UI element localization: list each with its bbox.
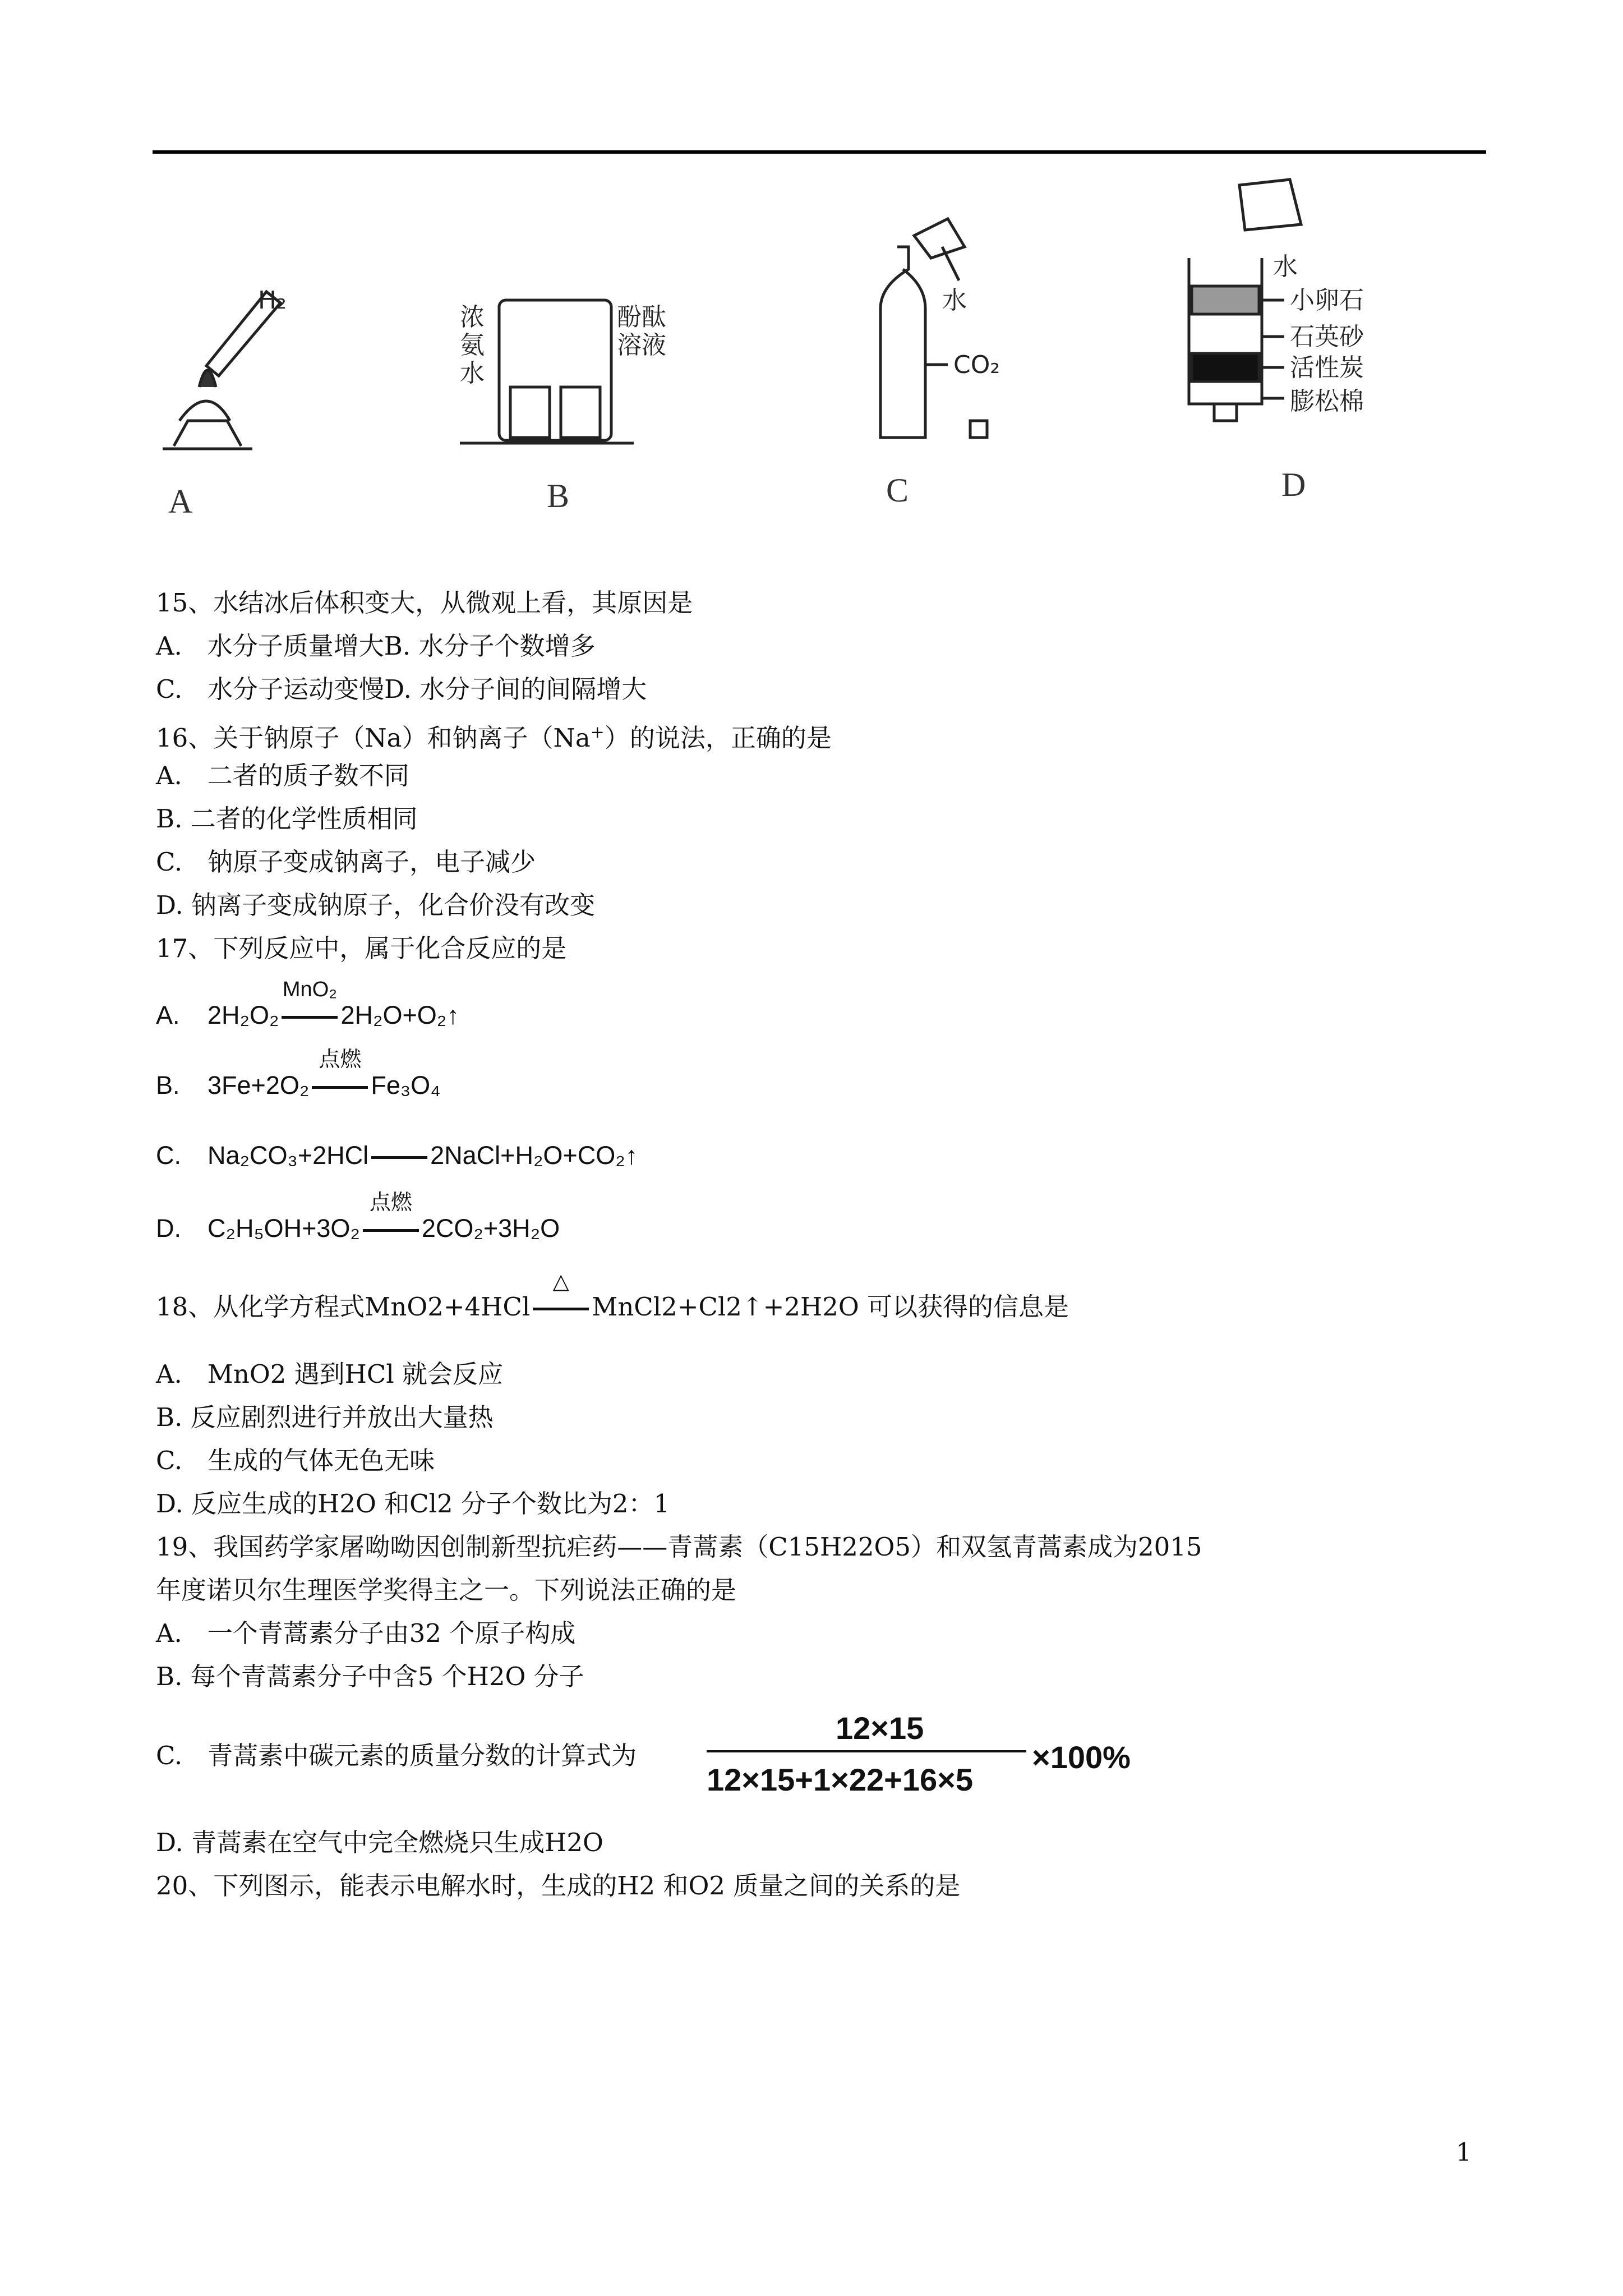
q16-stem-part2: ）的说法，正确的是	[604, 723, 832, 753]
q17-option-d	[156, 1191, 560, 1245]
q16-option-d: D. 钠离子变成钠原子，化合价没有改变	[156, 890, 596, 920]
q17-d-condition: 点燃	[369, 1191, 412, 1214]
ammonia-label-3: 水	[460, 359, 485, 388]
q17-c-reactants: Na₂CO₃+2HCl	[208, 1141, 369, 1170]
figure-b-molecule-motion	[449, 292, 666, 462]
q18-stem-part1: 18、从化学方程式MnO2+4HCl	[156, 1292, 531, 1322]
test-tube-flame-drawing	[146, 269, 325, 471]
q15-stem: 15、水结冰后体积变大，从微观上看，其原因是	[156, 588, 693, 618]
plastic-bottle-drawing	[864, 213, 1043, 449]
pebble-layer-label: 小卵石	[1290, 286, 1364, 315]
q17-c-products: 2NaCl+H₂O+CO₂↑	[430, 1141, 638, 1170]
h2-label: H₂	[258, 286, 287, 315]
q17-option-c	[156, 1139, 638, 1172]
q16-stem	[156, 716, 832, 755]
q17-b-arrow	[309, 1048, 371, 1102]
q16-option-b: B. 二者的化学性质相同	[156, 804, 418, 834]
q18-option-a: A. MnO2 遇到HCl 就会反应	[156, 1359, 504, 1389]
q18-option-c: C. 生成的气体无色无味	[156, 1446, 435, 1475]
q17-option-a	[156, 978, 459, 1032]
q16-stem-part1: 16、关于钠原子（Na）和钠离子（Na	[156, 723, 591, 753]
q17-b-products: Fe₃O₄	[371, 1071, 441, 1099]
q16-stem-charge: +	[590, 723, 605, 742]
co2-label: CO₂	[953, 351, 1000, 379]
figure-a-hydrogen-test	[146, 269, 325, 473]
q17-a-reactants: 2H₂O₂	[208, 1001, 279, 1029]
ammonia-label-2: 氨	[460, 331, 485, 360]
figure-d-water-filter	[1178, 174, 1436, 445]
q19-option-d: D. 青蒿素在空气中完全燃烧只生成H2O	[156, 1828, 603, 1857]
page-number: 1	[1456, 2138, 1472, 2167]
cotton-layer-label: 膨松棉	[1290, 387, 1364, 416]
q17-a-products: 2H₂O+O₂↑	[340, 1001, 459, 1029]
q17-d-products: 2CO₂+3H₂O	[421, 1214, 560, 1243]
q15-options-ab: A. 水分子质量增大B. 水分子个数增多	[156, 631, 596, 661]
q17-d-letter: D.	[156, 1214, 181, 1243]
water-label-c: 水	[942, 286, 967, 315]
figure-c-co2-bottle	[864, 213, 1043, 451]
formula-fraction-bar	[707, 1750, 1026, 1752]
activated-carbon-layer-label: 活性炭	[1290, 353, 1364, 382]
q18-stem	[156, 1269, 1069, 1324]
figure-b-caption: B	[547, 477, 570, 514]
q17-b-reactants: 3Fe+2O₂	[208, 1071, 310, 1099]
q17-stem: 17、下列反应中，属于化合反应的是	[156, 933, 567, 963]
q19-option-c: C. 青蒿素中碳元素的质量分数的计算式为	[156, 1741, 637, 1770]
water-label-d: 水	[1273, 252, 1298, 281]
q17-b-letter: B.	[156, 1071, 180, 1099]
q19-option-b: B. 每个青蒿素分子中含5 个H2O 分子	[156, 1662, 584, 1691]
formula-multiplier: ×100%	[1032, 1740, 1131, 1775]
figure-d-caption: D	[1281, 466, 1306, 503]
bell-jar-drawing	[449, 292, 666, 460]
q19-option-a: A. 一个青蒿素分子由32 个原子构成	[156, 1618, 576, 1648]
q17-c-letter: C.	[156, 1141, 181, 1170]
quartz-sand-layer-label: 石英砂	[1290, 323, 1364, 351]
formula-denominator: 12×15+1×22+16×5	[707, 1762, 973, 1797]
water-purifier-drawing	[1178, 174, 1436, 443]
q17-option-b	[156, 1048, 441, 1102]
ammonia-label-1: 浓	[460, 303, 485, 332]
figure-c-caption: C	[886, 472, 909, 509]
figure-a-caption: A	[168, 483, 193, 520]
q18-option-b: B. 反应剧烈进行并放出大量热	[156, 1402, 494, 1432]
q16-option-c: C. 钠原子变成钠离子，电子减少	[156, 847, 536, 877]
q20-stem: 20、下列图示，能表示电解水时，生成的H2 和O2 质量之间的关系的是	[156, 1871, 961, 1901]
q17-d-reactants: C₂H₅OH+3O₂	[208, 1214, 360, 1243]
q18-option-d: D. 反应生成的H2O 和Cl2 分子个数比为2：1	[156, 1489, 670, 1519]
header-rule	[153, 150, 1486, 154]
q18-stem-part2: MnCl2+Cl2↑+2H2O 可以获得的信息是	[592, 1292, 1069, 1322]
q18-condition: △	[552, 1269, 569, 1294]
phenolphthalein-label-2: 溶液	[617, 331, 666, 360]
q17-b-condition: 点燃	[319, 1048, 362, 1071]
q15-options-cd: C. 水分子运动变慢D. 水分子间的间隔增大	[156, 674, 647, 704]
phenolphthalein-label-1: 酚酞	[617, 303, 666, 332]
q17-a-letter: A.	[156, 1001, 180, 1029]
q17-a-arrow	[279, 978, 340, 1032]
q18-arrow	[530, 1269, 592, 1324]
q17-d-arrow	[360, 1191, 422, 1245]
q19-stem-line1: 19、我国药学家屠呦呦因创制新型抗疟药——青蒿素（C15H22O5）和双氢青蒿素成为2015	[156, 1532, 1202, 1562]
formula-numerator: 12×15	[836, 1710, 924, 1746]
q17-c-arrow	[368, 1139, 430, 1172]
q19-stem-line2: 年度诺贝尔生理医学奖得主之一。下列说法正确的是	[156, 1575, 737, 1605]
q16-option-a: A. 二者的质子数不同	[156, 761, 409, 790]
q17-a-condition: MnO₂	[282, 978, 338, 1001]
